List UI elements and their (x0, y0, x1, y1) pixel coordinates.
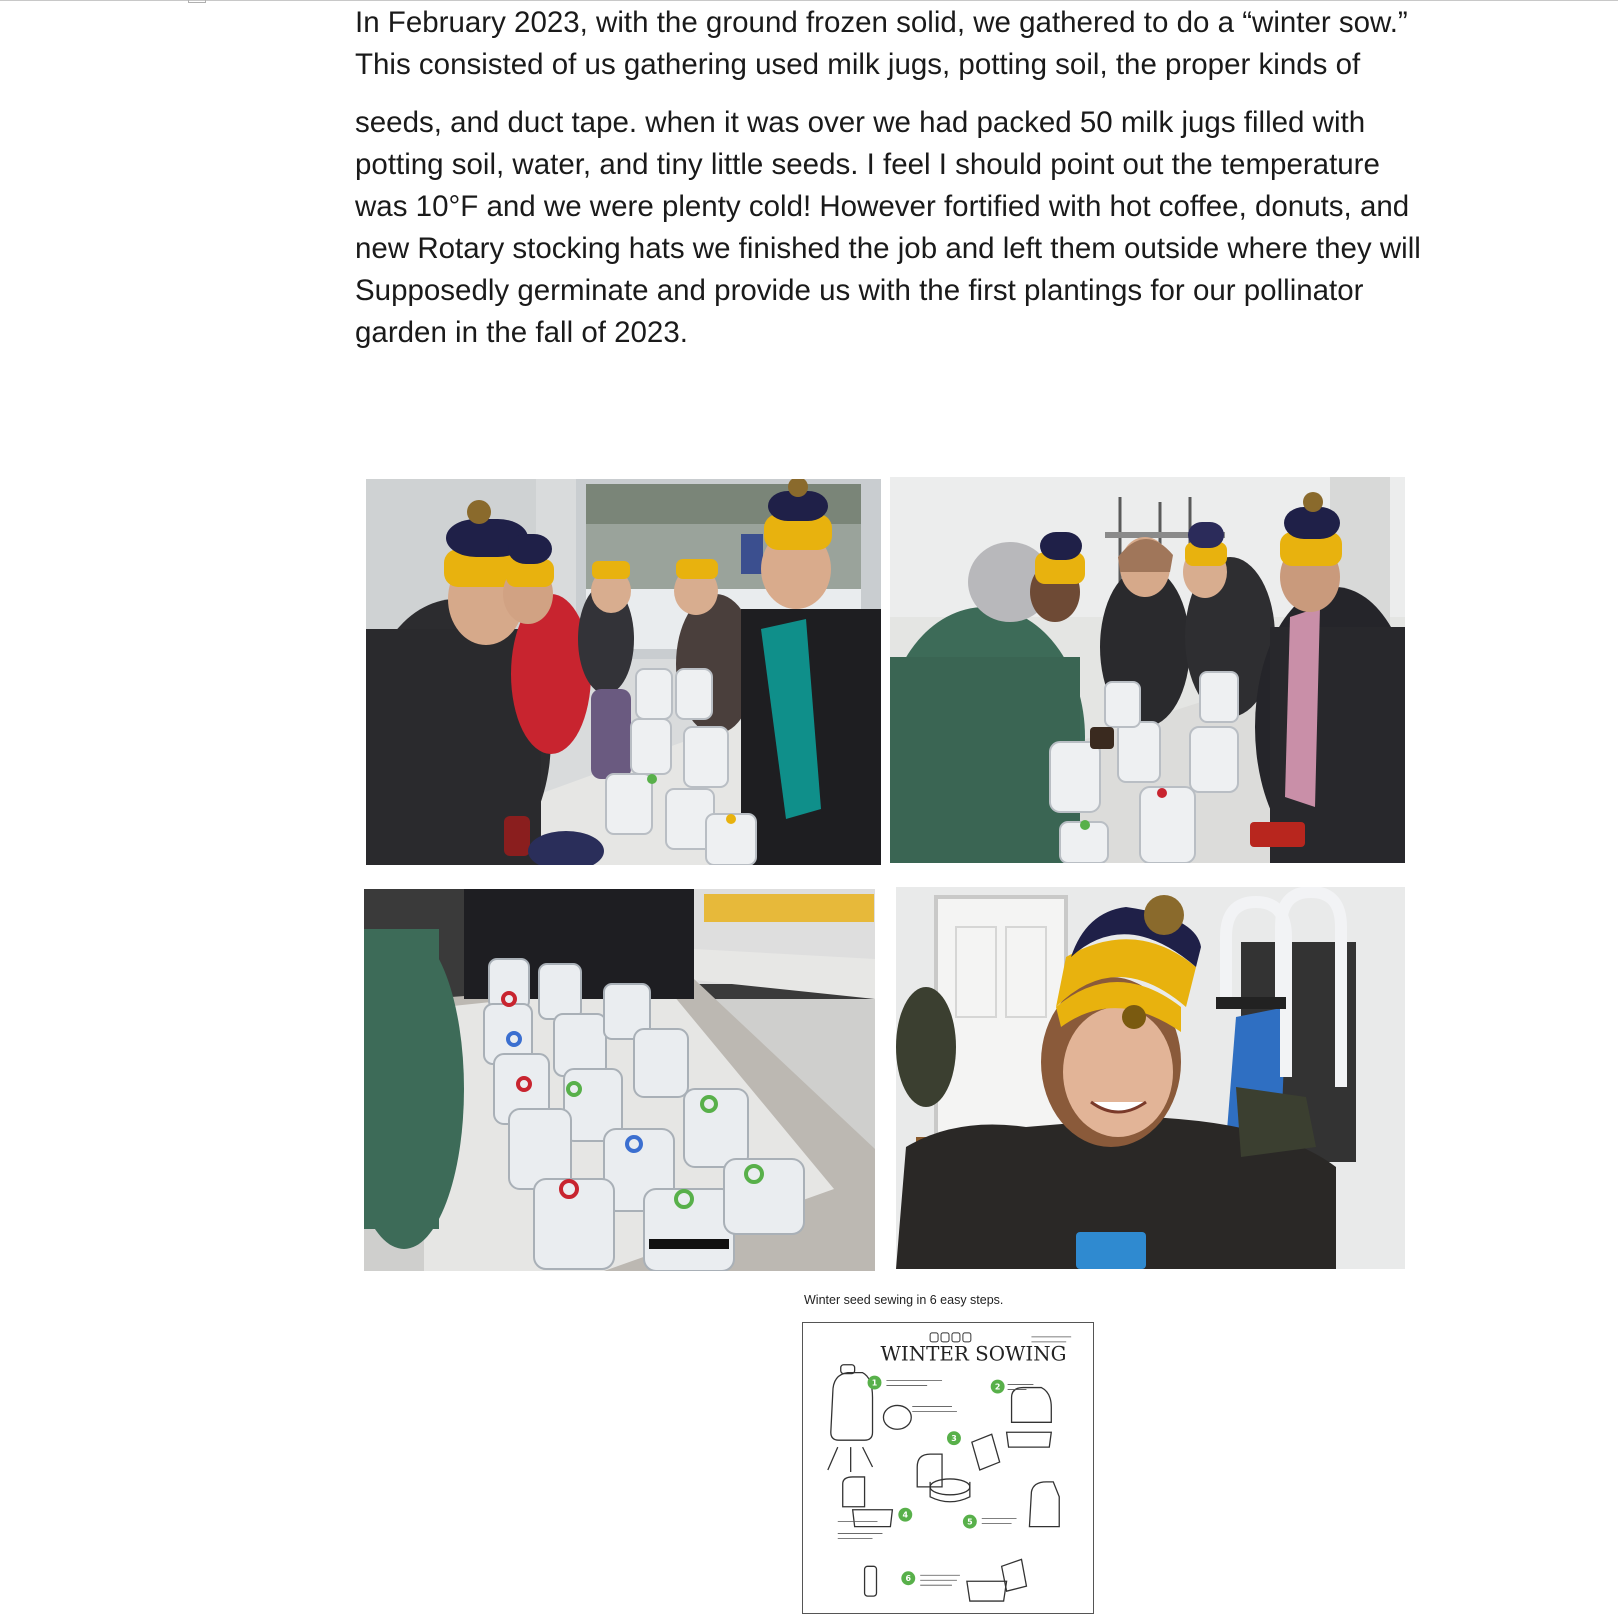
step-1-number: 1 (871, 1378, 878, 1388)
article-line-2: This consisted of us gathering used milk jugs, potting soil, the proper kinds of (355, 48, 1361, 81)
step-5-number: 5 (967, 1517, 973, 1527)
article-line-4: potting soil, water, and tiny little seeds. I feel I should point out the temperature (355, 148, 1380, 181)
step-3-number: 3 (951, 1434, 957, 1444)
article-line-3: seeds, and duct tape. when it was over we had packed 50 milk jugs filled with (355, 106, 1366, 139)
article-line-1: In February 2023, with the ground frozen solid, we gathered to do a “winter sow.” (355, 6, 1408, 39)
infographic-caption: Winter seed sewing in 6 easy steps. (804, 1293, 1004, 1307)
page-top-border (0, 0, 1618, 1)
photo-paula-selfie (896, 887, 1405, 1269)
step-6-number: 6 (905, 1574, 912, 1584)
article-line-8: garden in the fall of 2023. (355, 316, 688, 349)
infographic-title: WINTER SOWING (880, 1342, 1067, 1366)
photo-milk-jugs-rows (364, 889, 875, 1271)
article-line-5: was 10°F and we were plenty cold! However fortified with hot coffee, donuts, and (355, 190, 1410, 223)
winter-sowing-infographic (802, 1322, 1094, 1614)
article-line-7: Supposedly germinate and provide us with the first plantings for our pollinator (355, 274, 1364, 307)
step-4-number: 4 (902, 1510, 909, 1520)
page-corner-mark (188, 0, 206, 3)
article-line-6: new Rotary stocking hats we finished the job and left them outside where they will (355, 232, 1421, 265)
article-body (355, 2, 1595, 354)
photo-group-garage-door (366, 479, 881, 865)
photo-group-at-table (890, 477, 1405, 863)
step-2-number: 2 (994, 1382, 1001, 1392)
